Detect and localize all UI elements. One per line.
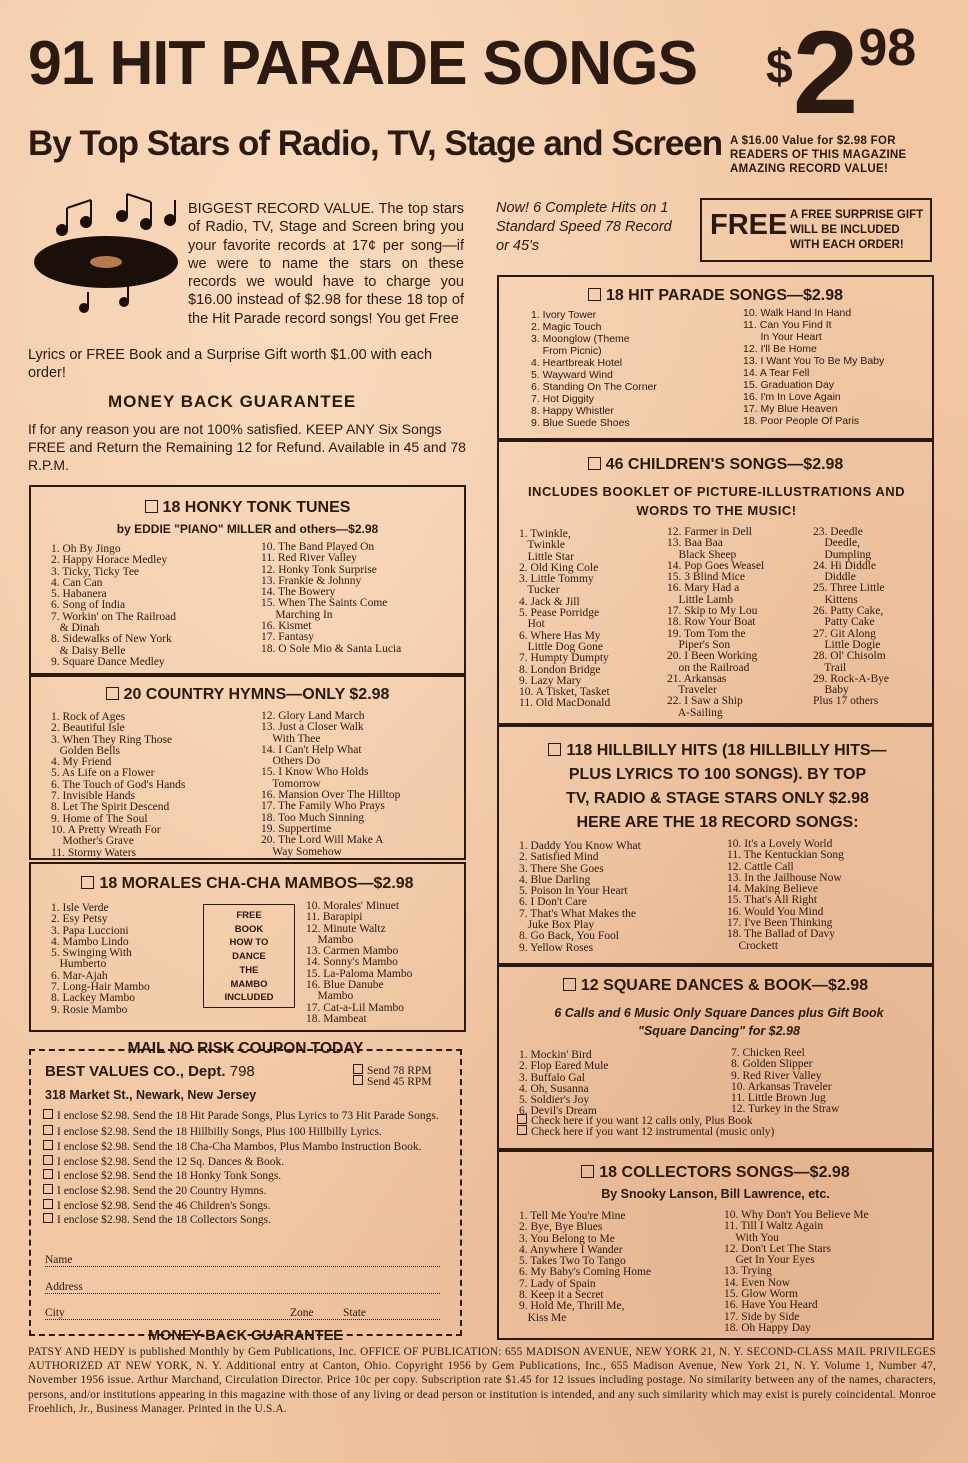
list-item: 15. When The Saints Come (261, 597, 388, 610)
country-hymns-list-col2 (261, 711, 400, 858)
list-item: Golden Bells (51, 744, 120, 757)
list-item: 16. Would You Mind (727, 905, 824, 918)
list-item: 17. Cat-a-Lil Mambo (306, 1001, 405, 1014)
list-item: 11. Stormy Waters (51, 846, 136, 859)
list-item: 2. Beautiful Isle (51, 722, 125, 735)
list-item: 5. Takes Two To Tango (519, 1255, 626, 1268)
list-item: 2. Bye, Bye Blues (519, 1221, 603, 1234)
list-item: 7. Workin' on The Railroad (51, 610, 176, 623)
list-item: 8. Lackey Mambo (51, 992, 135, 1005)
list-item: 9. Lazy Mary (519, 674, 582, 687)
list-item: 5. Poison In Your Heart (519, 885, 628, 898)
list-item: 6. Devil's Dream (519, 1105, 597, 1118)
list-item: 7. Chicken Reel (731, 1047, 805, 1059)
list-item: 10. It's a Lovely World (727, 838, 833, 850)
list-item: 17. Side by Side (724, 1310, 800, 1323)
list-item: 23. Deedle (813, 526, 863, 538)
publication-footer: PATSY AND HEDY is published Monthly by Gem Publications, Inc. OFFICE OF PUBLICATION: 655 MADISON AVENUE, NEW YORK 21, N. Y. SECOND-CLASS MAIL PRIVILEGES AUTHORIZED AT NEW YORK, N. Y. Additional entry at Canton, Ohio. Copyright 1956 by Gem Publications, Inc., 655 Madison Avenue, New York 21, N. Y. Volume 1, Number 47, November 1956 issue. Arthur Marchand, Circulation Director. Price 10c per copy. Subscription rate $1.45 for 12 issues including postage. No similarity between any of the names, characters, persons, and/or institutions appearing in this magazine with those of any living or dead person or institution is intended, and any such similarity which may exist is purely coincidental. Monroe Froehlich, Jr., Business Manager. Printed in the U.S.A. (28, 1346, 936, 1415)
list-item: 19. Suppertime (261, 822, 332, 835)
list-item: 4. Heartbreak Hotel (531, 357, 623, 369)
list-item: 9. Rosie Mambo (51, 1003, 128, 1016)
list-item: 14. I Can't Help What (261, 743, 362, 756)
list-item: Trail (813, 661, 847, 674)
list-item: Diddle (813, 571, 856, 584)
list-item: 10. A Pretty Wreath For (51, 823, 161, 836)
list-item: & Daisy Belle (51, 644, 126, 657)
list-item: 11. Red River Valley (261, 552, 357, 565)
list-item: 13. Frankie & Johnny (261, 574, 362, 587)
coupon-options (43, 1109, 451, 1227)
square-dances-subtitle: 6 Calls and 6 Music Only Square Dances plus Gift Book "Square Dancing" for $2.98 (554, 1006, 884, 1038)
list-item: 20. I Been Working (667, 650, 758, 663)
intro-lead-tail: Lyrics or FREE Book and a Surprise Gift worth $1.00 with each order! (28, 347, 433, 382)
list-item: Patty Cake (813, 616, 875, 629)
coupon-footer: MONEY-BACK GUARANTEE (148, 1328, 343, 1344)
list-item: 5. Pease Porridge (519, 607, 600, 620)
collectors-title: 18 COLLECTORS SONGS—$2.98 (499, 1164, 932, 1182)
list-item: 3. Little Tommy (519, 573, 594, 586)
list-item: 3. There She Goes (519, 862, 604, 875)
name-field[interactable]: Name (45, 1254, 440, 1267)
chacha-list-col1 (51, 903, 150, 1016)
text-line: FREE (236, 910, 262, 921)
chacha-checkbox[interactable] (81, 876, 94, 889)
list-item: 18. Poor People Of Paris (743, 415, 860, 427)
list-item: 5. Soldier's Joy (519, 1094, 590, 1107)
list-item: 17. The Family Who Prays (261, 800, 385, 813)
collectors-subtitle: By Snooky Lanson, Bill Lawrence, etc. (601, 1187, 830, 1201)
list-item: 12. I'll Be Home (743, 343, 817, 355)
list-item: 26. Patty Cake, (813, 605, 884, 618)
children-section (497, 440, 934, 725)
collectors-checkbox[interactable] (581, 1165, 594, 1178)
hillbilly-title: 118 HILLBILLY HITS (18 HILLBILLY HITS— PLUS LYRICS TO 100 SONGS). BY TOP TV, RADIO & STAGE STARS ONLY $2.98 HERE ARE THE 18 RECORD SONGS: (509, 739, 926, 835)
list-item: 15. 3 Blind Mice (667, 571, 745, 584)
list-item: 13. Baa Baa (667, 537, 723, 550)
price-cents: 98 (858, 19, 917, 77)
list-item: 4. Jack & Jill (519, 595, 580, 608)
music-only-checkbox[interactable] (517, 1125, 527, 1135)
list-item: 2. Flop Eared Mule (519, 1060, 609, 1073)
list-item: 10. Arkansas Traveler (731, 1080, 832, 1093)
value-note: A $16.00 Value for $2.98 FOR READERS OF THIS MAGAZINE AMAZING RECORD VALUE! (730, 135, 907, 175)
list-item: Little Lamb (667, 593, 734, 606)
list-item: Baby (813, 684, 849, 697)
list-item: 14. A Tear Fell (743, 367, 810, 379)
list-item: Black Sheep (667, 548, 737, 561)
square-dances-section (497, 965, 934, 1150)
square-dances-check-calls[interactable]: Check here if you want 12 calls only, Plus Book (517, 1114, 753, 1127)
list-item: on the Railroad (667, 661, 750, 674)
list-item: Little Star (519, 550, 574, 563)
list-item: 28. Ol' Chisolm (813, 650, 886, 663)
list-item: 18. Mambeat (306, 1012, 367, 1025)
price-dollar: $ (766, 41, 793, 94)
coupon-option-2[interactable]: I enclose $2.98. Send the 18 Hillbilly Songs, Plus 100 Hillbilly Lyrics. (43, 1125, 451, 1139)
price (766, 7, 917, 139)
list-item: Kittens (813, 593, 858, 606)
list-item: 6. My Baby's Coming Home (519, 1266, 652, 1279)
list-item: 5. Wayward Wind (531, 369, 613, 381)
list-item: 4. Mambo Lindo (51, 935, 129, 948)
collectors-list-col1 (519, 1211, 651, 1324)
list-item: Little Dogie (813, 638, 881, 651)
list-item: 3. When They Ring Those (51, 733, 173, 746)
speed-45-option[interactable]: Send 45 RPM (353, 1075, 432, 1088)
city-field[interactable]: City Zone State (45, 1307, 440, 1320)
list-item: Kiss Me (519, 1311, 567, 1324)
speed-78-option[interactable]: Send 78 RPM (353, 1064, 432, 1077)
list-item: 8. Golden Slipper (731, 1058, 813, 1071)
list-item: Little Dog Gone (519, 640, 603, 653)
free-mambo-book-text (204, 909, 294, 1005)
coupon-dept: 798 (229, 1063, 255, 1080)
hillbilly-checkbox[interactable] (548, 743, 561, 756)
list-item: 2. Magic Touch (531, 321, 602, 333)
list-item: Marching In (261, 608, 333, 621)
list-item: 14. The Bowery (261, 586, 336, 599)
list-item: 10. Why Don't You Believe Me (724, 1209, 869, 1221)
list-item: 3. Ticky, Ticky Tee (51, 565, 140, 578)
list-item: 13. Trying (724, 1265, 772, 1278)
chacha-list-col2 (306, 901, 412, 1025)
list-item: 8. Sidewalks of New York (51, 633, 172, 646)
list-item: 14. Even Now (724, 1276, 791, 1289)
square-dances-list-col1 (519, 1050, 608, 1118)
children-list-col1 (519, 529, 610, 710)
list-item: 12. Glory Land March (261, 710, 365, 722)
list-item: 1. Rock of Ages (51, 711, 126, 723)
list-item: Mother's Grave (51, 835, 134, 848)
list-item: 16. Kismet (261, 620, 312, 633)
coupon-company: BEST VALUES CO., Dept. 798 (45, 1063, 255, 1080)
list-item: 9. Red River Valley (731, 1069, 822, 1082)
text-line: HOW TO (229, 937, 269, 949)
list-item: 24. Hi Diddle (813, 559, 876, 572)
list-item: 15. Glow Worm (724, 1288, 798, 1301)
coupon-option-7[interactable]: I enclose $2.98. Send the 46 Children's Songs. (43, 1199, 451, 1213)
collectors-list-col2 (724, 1210, 869, 1334)
now-note: Now! 6 Complete Hits on 1 Standard Speed 78 Record or 45's (496, 200, 672, 254)
list-item: 15. Graduation Day (743, 379, 835, 391)
list-item: 13. Just a Closer Walk (261, 721, 364, 734)
list-item: 13. I Want You To Be My Baby (743, 355, 885, 367)
list-item: 7. Humpty Dumpty (519, 652, 609, 665)
list-item: 12. Cattle Call (727, 860, 794, 873)
list-item: 16. Mary Had a (667, 582, 740, 595)
list-item: In Your Heart (743, 331, 822, 343)
list-item: Tucker (519, 584, 560, 597)
list-item: 13. Carmen Mambo (306, 945, 399, 958)
speed-45-checkbox[interactable] (353, 1075, 363, 1085)
text-line: INCLUDED (224, 992, 274, 1004)
list-item: Twinkle (519, 539, 565, 552)
list-item: 1. Daddy You Know What (519, 840, 641, 852)
list-item: 6. I Don't Care (519, 896, 587, 909)
honky-tonk-list-col1 (51, 544, 176, 668)
list-item: 4. My Friend (51, 756, 112, 769)
list-item: 18. The Ballad of Davy (727, 928, 836, 941)
list-item: 6. Standing On The Corner (531, 381, 657, 393)
square-dances-list-col2 (731, 1048, 839, 1116)
list-item: 9. Hold Me, Thrill Me, (519, 1300, 625, 1313)
list-item: 17. Skip to My Lou (667, 605, 758, 618)
list-item: Humberto (51, 958, 107, 971)
list-item: 5. Swinging With (51, 947, 132, 960)
list-item: 1. Tell Me You're Mine (519, 1210, 626, 1222)
list-item: 15. That's All Right (727, 894, 818, 907)
address-field[interactable]: Address (45, 1281, 440, 1294)
list-item: 8. Go Back, You Fool (519, 930, 620, 943)
list-item: Dumpling (813, 548, 872, 561)
list-item: With Thee (261, 732, 321, 745)
free-gift-box (700, 198, 932, 262)
list-item: 8. Keep it a Secret (519, 1289, 604, 1302)
subheadline: By Top Stars of Radio, TV, Stage and Screen (28, 124, 723, 163)
collectors-section (497, 1150, 934, 1340)
list-item: 11. Little Brown Jug (731, 1092, 826, 1105)
list-item: 6. Mar-Ajah (51, 969, 108, 982)
list-item: 8. Happy Whistler (531, 405, 614, 417)
coupon-option-8[interactable]: I enclose $2.98. Send the 18 Collectors Songs. (43, 1213, 451, 1227)
list-item: 15. La-Paloma Mambo (306, 967, 413, 980)
coupon-option-1[interactable]: I enclose $2.98. Send the 18 Hit Parade Songs, Plus Lyrics to 73 Hit Parade Songs. (43, 1109, 451, 1123)
list-item: 17. I've Been Thinking (727, 917, 833, 930)
list-item: 1. Mockin' Bird (519, 1049, 592, 1061)
list-item: 12. Minute Waltz (306, 922, 386, 935)
list-item: 29. Rock-A-Bye (813, 672, 890, 685)
list-item: Traveler (667, 684, 717, 697)
list-item: 16. Mansion Over The Hilltop (261, 789, 401, 802)
list-item: Mambo (306, 933, 354, 946)
list-item: 25. Three Little (813, 582, 885, 595)
list-item: 15. I Know Who Holds (261, 766, 369, 779)
list-item: 10. A Tisket, Tasket (519, 686, 610, 699)
list-item: 16. I'm In Love Again (743, 391, 841, 403)
text-line: MAMBO (230, 978, 268, 990)
order-coupon (29, 1040, 462, 1344)
guarantee-title: MONEY BACK GUARANTEE (108, 392, 357, 411)
children-list-col3 (813, 527, 889, 708)
state-field[interactable]: State (343, 1307, 366, 1319)
list-item: Plus 17 others (813, 695, 879, 708)
list-item: Get In Your Eyes (724, 1254, 815, 1267)
list-item: 7. Hot Diggity (531, 393, 595, 405)
list-item: 12. Honky Tonk Surprise (261, 563, 377, 576)
list-item: A-Sailing (667, 706, 723, 719)
list-item: 2. Old King Cole (519, 561, 599, 574)
list-item: 7. Long-Hair Mambo (51, 981, 150, 994)
speed-78-checkbox[interactable] (353, 1064, 363, 1074)
free-gift-text: A FREE SURPRISE GIFT WILL BE INCLUDED WITH EACH ORDER! (790, 209, 924, 251)
list-item: 4. Anywhere I Wander (519, 1243, 623, 1256)
list-item: 16. Blue Danube (306, 979, 384, 992)
list-item: 9. Home of The Soul (51, 812, 148, 825)
intro-lead: BIGGEST RECORD VALUE. The top stars of Radio, TV, Stage and Screen bring you your favorite records at 17¢ per song—if we were to name the stars on these records we would have to charge you $16.00 instead of $2.98 for these 18 top of the Hit Parade record songs! You get Free (188, 201, 464, 327)
list-item: 6. The Touch of God's Hands (51, 778, 186, 791)
list-item: 17. My Blue Heaven (743, 403, 838, 415)
list-item: 14. Sonny's Mambo (306, 956, 398, 969)
hillbilly-list-col1 (519, 841, 641, 954)
list-item: 10. Morales' Minuet (306, 900, 400, 912)
list-item: 2. Happy Horace Medley (51, 554, 168, 567)
list-item: 12. Turkey in the Straw (731, 1103, 840, 1116)
list-item: 11. Can You Find It (743, 319, 832, 331)
coupon-option-4[interactable]: I enclose $2.98. Send the 12 Sq. Dances & Book. (43, 1155, 451, 1169)
hit-parade-checkbox[interactable] (588, 288, 601, 301)
honky-tonk-list-col2 (261, 542, 401, 655)
list-item: 5. Habanera (51, 588, 107, 601)
list-item: 27. Git Along (813, 627, 876, 640)
list-item: 7. Lady of Spain (519, 1277, 596, 1290)
list-item: 20. The Lord Will Make A (261, 834, 384, 847)
country-hymns-checkbox[interactable] (106, 687, 119, 700)
list-item: 3. You Belong to Me (519, 1232, 615, 1245)
list-item: 22. I Saw a Ship (667, 695, 743, 708)
zone-field[interactable]: Zone (290, 1307, 314, 1319)
headline: 91 HIT PARADE SONGS (28, 29, 698, 98)
list-item: 2. Satisfied Mind (519, 851, 599, 864)
list-item: 11. Till I Waltz Again (724, 1220, 824, 1233)
list-item: 9. Yellow Roses (519, 941, 594, 954)
square-dances-checkbox[interactable] (563, 978, 576, 991)
list-item: 1. Isle Verde (51, 902, 109, 914)
list-item: 18. Oh Happy Day (724, 1321, 811, 1334)
list-item: Tomorrow (261, 777, 321, 790)
list-item: 14. Making Believe (727, 883, 819, 896)
square-dances-check-music[interactable]: Check here if you want 12 instrumental (music only) (517, 1125, 774, 1138)
coupon-option-3[interactable]: I enclose $2.98. Send the 18 Cha-Cha Mambos, Plus Mambo Instruction Book. (43, 1140, 451, 1154)
list-item: 10. Walk Hand In Hand (743, 307, 852, 319)
hillbilly-list-col2 (727, 839, 844, 952)
country-hymns-section (29, 675, 466, 860)
hit-parade-list-col2 (743, 307, 884, 427)
coupon-title: MAIL NO RISK COUPON TODAY (127, 1040, 364, 1057)
list-item: 4. Can Can (51, 576, 103, 589)
list-item: 13. In the Jailhouse Now (727, 871, 842, 884)
hit-parade-list-col1 (531, 309, 657, 429)
children-subtitle: INCLUDES BOOKLET OF PICTURE-ILLUSTRATIONS AND WORDS TO THE MUSIC! (527, 484, 906, 518)
list-item: 1. Oh By Jingo (51, 543, 121, 555)
list-item: 19. Tom Tom the (667, 627, 746, 640)
list-item: 3. Buffalo Gal (519, 1071, 585, 1084)
list-item: 18. O Sole Mio & Santa Lucia (261, 642, 402, 655)
hit-parade-title: 18 HIT PARADE SONGS—$2.98 (499, 287, 932, 305)
list-item: 3. Moonglow (Theme (531, 333, 630, 345)
list-item: 18. Row Your Boat (667, 616, 756, 629)
list-item: 4. Blue Darling (519, 873, 591, 886)
children-title: 46 CHILDREN'S SONGS—$2.98 (499, 456, 932, 474)
record-illustration (28, 190, 188, 320)
honky-tonk-checkbox[interactable] (145, 500, 158, 513)
honky-tonk-subtitle: by EDDIE "PIANO" MILLER and others—$2.98 (116, 522, 379, 536)
coupon-option-6[interactable]: I enclose $2.98. Send the 20 Country Hymns. (43, 1184, 451, 1198)
list-item: 11. The Kentuckian Song (727, 849, 844, 862)
honky-tonk-section (29, 485, 466, 675)
free-label: FREE (710, 209, 788, 241)
list-item: 6. Song of India (51, 599, 126, 612)
list-item: Piper's Son (667, 638, 731, 651)
list-item: 17. Fantasy (261, 631, 315, 644)
list-item: With You (724, 1231, 779, 1244)
honky-tonk-title: 18 HONKY TONK TUNES (31, 499, 464, 517)
children-checkbox[interactable] (588, 457, 601, 470)
square-dances-title: 12 SQUARE DANCES & BOOK—$2.98 (499, 977, 932, 995)
list-item: 6. Where Has My (519, 629, 601, 642)
hillbilly-section (497, 725, 934, 965)
list-item: 9. Square Dance Medley (51, 655, 165, 668)
list-item: From Picnic) (531, 345, 602, 357)
coupon-address: 318 Market St., Newark, New Jersey (45, 1088, 257, 1102)
list-item: 5. As Life on a Flower (51, 767, 155, 780)
list-item: 1. Twinkle, (519, 528, 571, 540)
list-item: 9. Blue Suede Shoes (531, 417, 630, 429)
list-item: 10. The Band Played On (261, 541, 375, 553)
hit-parade-section (497, 275, 934, 440)
list-item: 4. Oh, Susanna (519, 1082, 589, 1095)
calls-only-checkbox[interactable] (517, 1114, 527, 1124)
chacha-title: 18 MORALES CHA-CHA MAMBOS—$2.98 (31, 875, 464, 893)
list-item: 21. Arkansas (667, 672, 727, 685)
chacha-section (29, 862, 466, 1032)
list-item: Mambo (306, 990, 354, 1003)
list-item: 11. Barapipi (306, 911, 363, 924)
list-item: 14. Pop Goes Weasel (667, 559, 765, 572)
free-mambo-book (203, 904, 295, 1008)
children-list-col2 (667, 527, 764, 719)
text-line: DANCE (232, 951, 266, 963)
country-hymns-title: 20 COUNTRY HYMNS—ONLY $2.98 (31, 686, 464, 704)
list-item: 16. Have You Heard (724, 1299, 818, 1312)
list-item: & Dinah (51, 622, 100, 635)
list-item: 12. Farmer in Dell (667, 526, 752, 538)
coupon-option-5[interactable]: I enclose $2.98. Send the 18 Honky Tonk Songs. (43, 1169, 451, 1183)
list-item: 11. Old MacDonald (519, 697, 611, 710)
price-main: 2 (792, 7, 859, 139)
list-item: 18. Too Much Sinning (261, 811, 365, 824)
list-item: 2. Esy Petsy (51, 913, 108, 926)
text-line: THE (239, 964, 259, 976)
list-item: Crockett (727, 939, 779, 952)
list-item: 8. Let The Spirit Descend (51, 801, 170, 814)
list-item: Juke Box Play (519, 919, 595, 932)
list-item: 7. Invisible Hands (51, 790, 136, 803)
list-item: Deedle, (813, 537, 860, 550)
guarantee-text: If for any reason you are not 100% satisfied. KEEP ANY Six Songs FREE and Return the Remaining 12 for Refund. Available in 45 and 78 R.P.M. (28, 421, 466, 473)
list-item: Others Do (261, 755, 321, 768)
list-item: 12. Don't Let The Stars (724, 1242, 831, 1255)
list-item: Hot (519, 618, 545, 631)
country-hymns-list-col1 (51, 712, 185, 859)
text-line: BOOK (234, 923, 264, 935)
list-item: 1. Ivory Tower (531, 309, 597, 321)
list-item: Way Somehow (261, 845, 342, 858)
list-item: 7. That's What Makes the (519, 907, 636, 920)
list-item: 3. Papa Luccioni (51, 924, 129, 937)
list-item: 8. London Bridge (519, 663, 601, 676)
